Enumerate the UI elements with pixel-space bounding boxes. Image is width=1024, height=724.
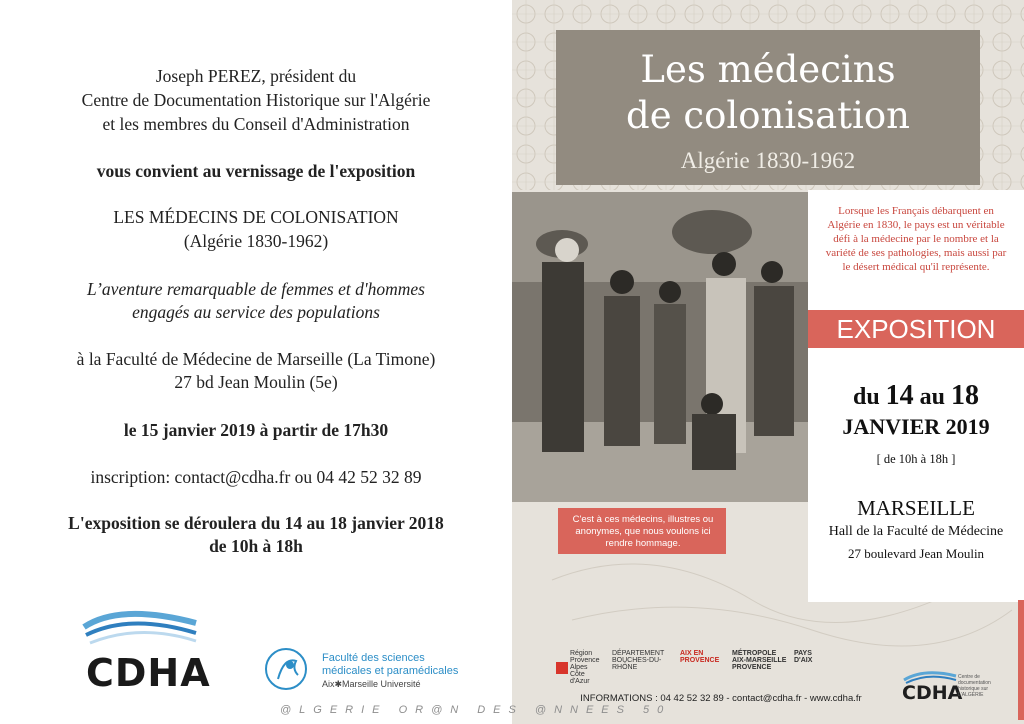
text-line: vous convient au vernissage de l'exposition bbox=[96, 161, 416, 181]
cdha-logo-subtitle: Centre de documentation historique sur L'ALGÉRIE bbox=[958, 674, 991, 698]
watermark: @LGERIE OR@N DES @NNEES 50 bbox=[280, 704, 672, 716]
title-line: Les médecins bbox=[640, 48, 896, 91]
text-line: LES MÉDECINS DE COLONISATION bbox=[113, 207, 399, 227]
cdha-logo bbox=[80, 605, 211, 695]
faculty-name-line: Faculté des sciences bbox=[322, 652, 425, 664]
date-range bbox=[808, 380, 1024, 412]
caption-box bbox=[558, 508, 726, 554]
historical-photo bbox=[512, 192, 808, 502]
cdha-logo-small bbox=[902, 668, 1002, 708]
text-line: engagés au service des populations bbox=[132, 302, 380, 322]
text-line: Joseph PEREZ, président du bbox=[155, 66, 357, 86]
text-line: de 10h à 18h bbox=[209, 536, 303, 556]
text-line: inscription: contact@cdha.fr ou 04 42 52 32 89 bbox=[90, 467, 422, 487]
venue-address: 27 boulevard Jean Moulin bbox=[847, 546, 985, 561]
university-name: Aix✱Marseille Université bbox=[322, 679, 421, 689]
region-flag-icon bbox=[556, 662, 568, 674]
intro-text: Lorsque les Français débarquent en Algérie en 1830, le pays est un véritable défi à la médecine par le nombre et la variété de ses pathologies, mais aussi par le désert médical qu'il représente. bbox=[825, 205, 1007, 273]
date-word: au bbox=[919, 384, 946, 410]
photo-figures bbox=[512, 192, 808, 502]
cdha-logo-text: CDHA bbox=[86, 651, 211, 695]
city: MARSEILLE bbox=[857, 496, 975, 520]
text-line: et les membres du Conseil d'Administration bbox=[102, 114, 410, 134]
hippocrates-icon bbox=[262, 645, 318, 695]
sponsor-logo: AIX EN PROVENCE bbox=[680, 650, 720, 664]
date-month: JANVIER 2019 bbox=[842, 414, 990, 439]
caption-text: C'est à ces médecins, illustres ou anonymes, que nous voulons ici rendre hommage. bbox=[572, 514, 714, 549]
sponsor-logo: PAYS D'AIX bbox=[794, 650, 813, 664]
cdha-logo-text: CDHA bbox=[902, 682, 963, 704]
poster-panel bbox=[512, 0, 1024, 724]
subtitle: Algérie 1830-1962 bbox=[680, 148, 856, 173]
date-start: 14 bbox=[885, 380, 914, 411]
text-line: L'exposition se déroulera du 14 au 18 janvier 2018 bbox=[68, 513, 444, 533]
sponsor-logo: MÉTROPOLE AIX-MARSEILLE PROVENCE bbox=[732, 650, 787, 671]
wave-icon bbox=[80, 605, 200, 651]
title-line: de colonisation bbox=[626, 94, 910, 137]
contact-line: INFORMATIONS : 04 42 52 32 89 - contact@cdha.fr - www.cdha.fr bbox=[580, 693, 862, 704]
venue: Hall de la Faculté de Médecine bbox=[828, 524, 1004, 539]
opening-hours: [ de 10h à 18h ] bbox=[876, 452, 956, 466]
exposition-banner: EXPOSITION bbox=[808, 310, 1024, 348]
sponsor-logo: Région Provence Alpes Côte d'Azur bbox=[556, 650, 604, 685]
title-box bbox=[556, 30, 980, 185]
info-box bbox=[808, 190, 1024, 602]
sponsor-logo: DÉPARTEMENT BOUCHES-DU-RHÔNE bbox=[612, 650, 665, 671]
text-line: (Algérie 1830-1962) bbox=[183, 231, 329, 251]
text-line: le 15 janvier 2019 à partir de 17h30 bbox=[123, 420, 389, 440]
text-line: L’aventure remarquable de femmes et d'hommes bbox=[87, 279, 425, 299]
text-line: Centre de Documentation Historique sur l'Algérie bbox=[81, 90, 431, 110]
edge-tab bbox=[1018, 600, 1024, 720]
text-line: à la Faculté de Médecine de Marseille (La Timone) bbox=[76, 349, 436, 369]
date-end: 18 bbox=[951, 380, 980, 411]
faculty-logo bbox=[262, 645, 482, 695]
date-word: du bbox=[852, 384, 880, 410]
faculty-name-line: médicales et paramédicales bbox=[322, 665, 459, 677]
text-line: 27 bd Jean Moulin (5e) bbox=[174, 372, 338, 392]
